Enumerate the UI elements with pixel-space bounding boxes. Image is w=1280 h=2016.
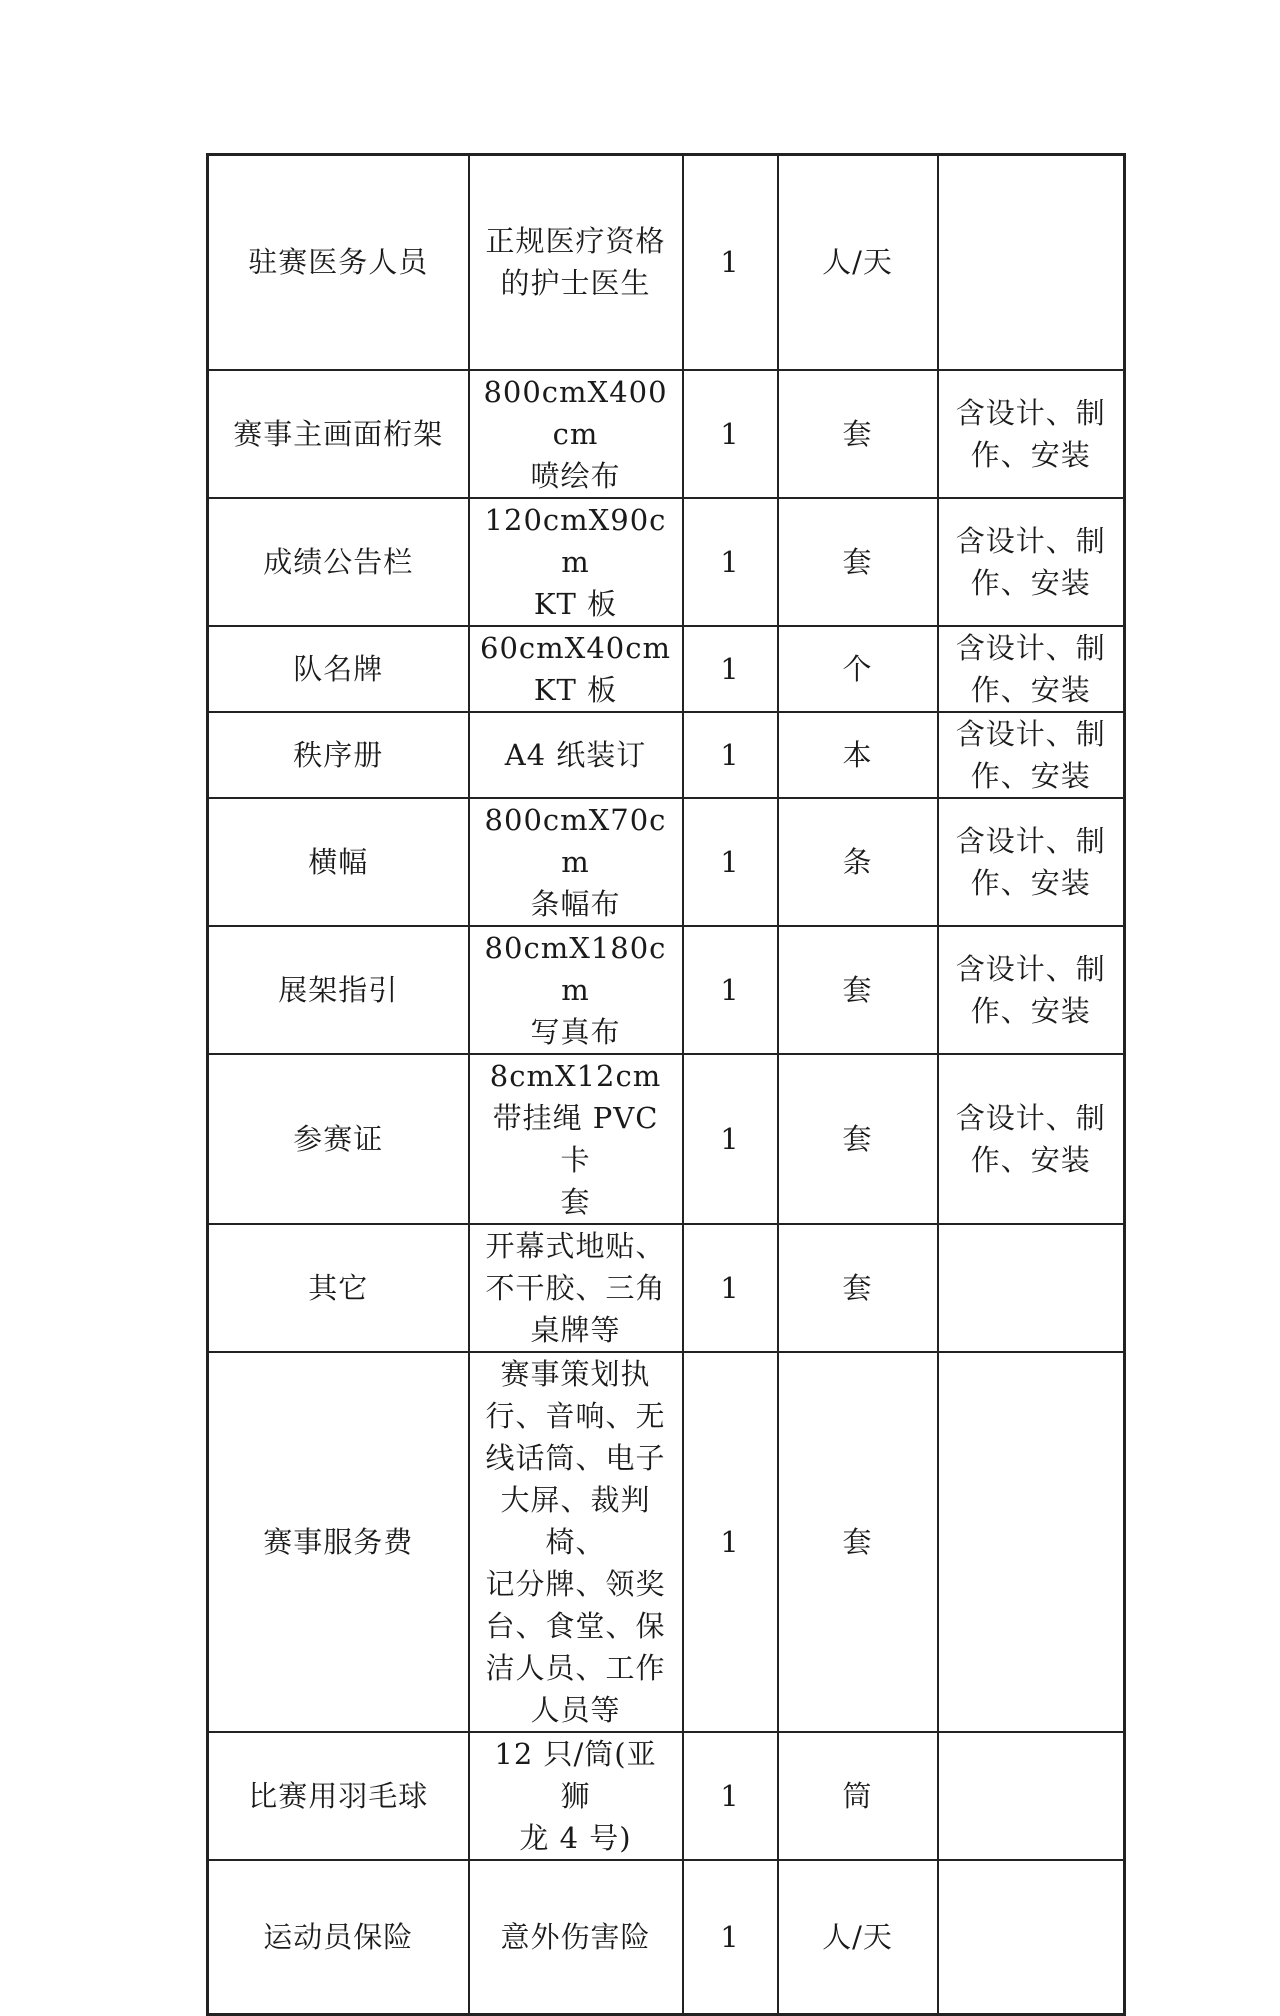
item-spec-cell <box>469 1860 683 2015</box>
item-note-line: 作、安装 <box>970 1142 1091 1177</box>
item-unit: 筒 <box>842 1778 873 1813</box>
item-note-cell <box>938 798 1125 926</box>
item-unit: 套 <box>842 416 873 451</box>
item-spec-line: 正规医疗资格 <box>485 224 666 259</box>
item-unit-cell <box>778 370 938 498</box>
item-note-line: 含设计、制 <box>955 395 1106 430</box>
item-unit-cell <box>778 498 938 626</box>
item-spec-line: A4 纸装订 <box>504 737 647 772</box>
item-note-cell <box>938 712 1125 798</box>
item-spec-line: 800cmX400cm <box>483 374 668 451</box>
table-row <box>208 1860 1125 2015</box>
item-spec-line: 人员等 <box>530 1692 621 1727</box>
item-spec-cell <box>469 1224 683 1352</box>
item-unit: 套 <box>842 1121 873 1156</box>
item-qty: 1 <box>720 737 740 772</box>
item-qty: 1 <box>720 1121 740 1156</box>
item-spec-line: 行、音响、无 <box>485 1398 666 1433</box>
item-note-line: 含设计、制 <box>955 951 1106 986</box>
item-spec-line: 开幕式地贴、 <box>485 1228 666 1263</box>
item-note-line: 作、安装 <box>970 672 1091 707</box>
item-unit-cell <box>778 1732 938 1860</box>
item-name: 参赛证 <box>293 1121 384 1156</box>
item-name: 运动员保险 <box>263 1919 414 1954</box>
item-name-cell <box>208 626 469 712</box>
item-spec-line: 大屏、裁判椅、 <box>500 1482 651 1559</box>
item-spec-line: 带挂绳 PVC 卡 <box>492 1100 659 1177</box>
item-note-line: 作、安装 <box>970 865 1091 900</box>
item-unit-cell <box>778 712 938 798</box>
item-spec-line: 台、食堂、保 <box>485 1608 666 1643</box>
item-note-cell <box>938 1054 1125 1224</box>
item-name-cell <box>208 370 469 498</box>
item-note-line: 含设计、制 <box>955 523 1106 558</box>
item-name: 赛事服务费 <box>263 1524 414 1559</box>
item-unit: 本 <box>842 737 873 772</box>
item-spec-line: 12 只/筒(亚狮 <box>494 1736 657 1813</box>
item-name: 成绩公告栏 <box>263 544 414 579</box>
item-spec-cell <box>469 712 683 798</box>
item-note-line: 作、安装 <box>970 437 1091 472</box>
item-spec-line: 套 <box>560 1184 591 1219</box>
item-unit-cell <box>778 155 938 370</box>
item-note-cell <box>938 1224 1125 1352</box>
item-spec-line: 800cmX70cm <box>484 802 667 879</box>
item-unit: 人/天 <box>822 245 893 280</box>
item-spec-cell <box>469 1352 683 1732</box>
item-note-line: 作、安装 <box>970 565 1091 600</box>
item-spec-cell <box>469 498 683 626</box>
item-note-cell <box>938 155 1125 370</box>
item-name: 横幅 <box>308 844 369 879</box>
item-unit-cell <box>778 1352 938 1732</box>
item-qty: 1 <box>720 1778 740 1813</box>
item-note-line: 作、安装 <box>970 758 1091 793</box>
item-qty-cell <box>683 1732 778 1860</box>
item-spec-cell <box>469 798 683 926</box>
item-spec-cell <box>469 1732 683 1860</box>
table-row <box>208 626 1125 712</box>
item-name-cell <box>208 798 469 926</box>
item-spec-line: 线话筒、电子 <box>485 1440 666 1475</box>
item-note-line: 含设计、制 <box>955 823 1106 858</box>
item-qty-cell <box>683 1352 778 1732</box>
item-note-cell <box>938 1732 1125 1860</box>
item-note-cell <box>938 926 1125 1054</box>
item-spec-line: 60cmX40cm <box>480 630 671 665</box>
item-name: 比赛用羽毛球 <box>248 1778 429 1813</box>
item-note-cell <box>938 498 1125 626</box>
item-qty-cell <box>683 1224 778 1352</box>
item-note-line: 作、安装 <box>970 993 1091 1028</box>
item-note-cell <box>938 626 1125 712</box>
item-name-cell <box>208 1224 469 1352</box>
item-note-line: 含设计、制 <box>955 1100 1106 1135</box>
item-qty: 1 <box>720 544 740 579</box>
item-qty-cell <box>683 370 778 498</box>
item-spec-line: 条幅布 <box>530 886 621 921</box>
table-row <box>208 498 1125 626</box>
item-note-line: 含设计、制 <box>955 630 1106 665</box>
item-unit: 套 <box>842 1524 873 1559</box>
item-name: 展架指引 <box>278 972 399 1007</box>
item-name-cell <box>208 1352 469 1732</box>
item-spec-line: 不干胶、三角 <box>485 1270 666 1305</box>
item-qty-cell <box>683 155 778 370</box>
procurement-table <box>206 153 1126 2016</box>
item-spec-cell <box>469 626 683 712</box>
item-unit-cell <box>778 926 938 1054</box>
item-spec-line: KT 板 <box>533 586 618 621</box>
item-spec-line: 写真布 <box>530 1014 621 1049</box>
item-spec-line: 8cmX12cm <box>489 1058 662 1093</box>
item-qty-cell <box>683 926 778 1054</box>
item-qty: 1 <box>720 651 740 686</box>
item-unit-cell <box>778 1224 938 1352</box>
item-qty-cell <box>683 498 778 626</box>
table-row <box>208 1224 1125 1352</box>
item-qty: 1 <box>720 416 740 451</box>
item-qty: 1 <box>720 1270 740 1305</box>
item-note-cell <box>938 1352 1125 1732</box>
item-spec-line: 120cmX90cm <box>484 502 667 579</box>
item-name-cell <box>208 926 469 1054</box>
item-name-cell <box>208 712 469 798</box>
table-row <box>208 1054 1125 1224</box>
item-qty-cell <box>683 798 778 926</box>
item-qty: 1 <box>720 1524 740 1559</box>
item-qty: 1 <box>720 245 740 280</box>
item-qty: 1 <box>720 1919 740 1954</box>
item-spec-cell <box>469 1054 683 1224</box>
item-spec-line: 意外伤害险 <box>500 1919 651 1954</box>
table-row <box>208 370 1125 498</box>
item-name: 驻赛医务人员 <box>248 245 429 280</box>
item-unit: 条 <box>842 844 873 879</box>
item-name: 秩序册 <box>293 737 384 772</box>
item-spec-line: 的护士医生 <box>500 266 651 301</box>
item-name: 队名牌 <box>293 651 384 686</box>
table-row <box>208 1732 1125 1860</box>
table-row <box>208 1352 1125 1732</box>
item-name: 其它 <box>308 1270 369 1305</box>
item-spec-line: 龙 4 号) <box>519 1820 632 1855</box>
item-name-cell <box>208 155 469 370</box>
item-qty: 1 <box>720 972 740 1007</box>
item-spec-cell <box>469 155 683 370</box>
table-row <box>208 926 1125 1054</box>
item-spec-cell <box>469 370 683 498</box>
item-unit: 个 <box>842 651 873 686</box>
item-unit: 套 <box>842 1270 873 1305</box>
item-spec-line: 桌牌等 <box>530 1312 621 1347</box>
item-unit-cell <box>778 1860 938 2015</box>
item-qty-cell <box>683 1860 778 2015</box>
item-qty-cell <box>683 626 778 712</box>
item-unit: 人/天 <box>822 1919 893 1954</box>
table-body <box>208 155 1125 2015</box>
item-name-cell <box>208 1054 469 1224</box>
item-name-cell <box>208 1732 469 1860</box>
item-spec-line: 洁人员、工作 <box>485 1650 666 1685</box>
table-row <box>208 798 1125 926</box>
item-spec-line: 赛事策划执 <box>500 1356 651 1391</box>
item-unit-cell <box>778 798 938 926</box>
item-qty-cell <box>683 1054 778 1224</box>
table-row <box>208 155 1125 370</box>
item-unit-cell <box>778 1054 938 1224</box>
item-spec-line: 记分牌、领奖 <box>485 1566 666 1601</box>
item-name-cell <box>208 1860 469 2015</box>
item-unit: 套 <box>842 972 873 1007</box>
item-name-cell <box>208 498 469 626</box>
item-note-cell <box>938 370 1125 498</box>
item-spec-line: 80cmX180cm <box>484 930 667 1007</box>
item-qty-cell <box>683 712 778 798</box>
item-spec-cell <box>469 926 683 1054</box>
item-qty: 1 <box>720 844 740 879</box>
item-note-line: 含设计、制 <box>955 716 1106 751</box>
table-row <box>208 712 1125 798</box>
item-unit: 套 <box>842 544 873 579</box>
item-note-cell <box>938 1860 1125 2015</box>
item-spec-line: 喷绘布 <box>530 458 621 493</box>
item-unit-cell <box>778 626 938 712</box>
item-name: 赛事主画面桁架 <box>233 416 444 451</box>
item-spec-line: KT 板 <box>533 672 618 707</box>
